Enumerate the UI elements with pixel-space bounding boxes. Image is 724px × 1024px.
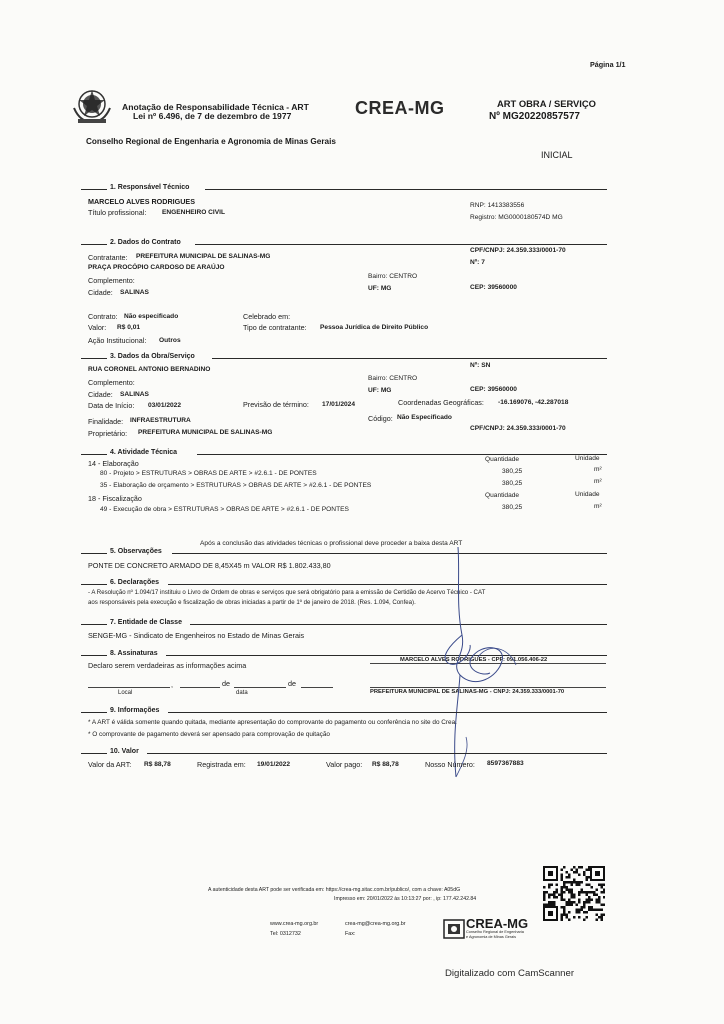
activity-qty: 380,25 [502, 504, 523, 511]
section-10-heading: 10. Valor [110, 748, 139, 755]
contrato-value: Não especificado [124, 313, 179, 320]
cidade-value: SALINAS [120, 289, 149, 296]
coords-value: -16.169076, -42.287018 [498, 399, 569, 406]
data-caption: data [236, 690, 248, 696]
section-7-heading: 7. Entidade de Classe [110, 619, 182, 626]
responsavel-name: MARCELO ALVES RODRIGUES [88, 197, 196, 206]
proprietario-value: PREFEITURA MUNICIPAL DE SALINAS-MG [138, 429, 273, 436]
section-3-heading: 3. Dados da Obra/Serviço [110, 353, 195, 360]
art-type: ART OBRA / SERVIÇO [497, 98, 596, 109]
titulo-label: Título profissional: [88, 208, 147, 217]
declaro-text: Declaro serem verdadeiras as informações acima [88, 661, 247, 670]
contrato-cep: CEP: 39560000 [470, 284, 517, 291]
col-quantidade: Quantidade [485, 456, 520, 463]
declaracoes-line1: - A Resolução nº 1.094/17 instituiu o Livro de Ordem de obras e serviços que será obrigatório para a emissão de Certidão de Acervo Técnico - CAT [88, 589, 486, 596]
proprietario-cnpj: CPF/CNPJ: 24.359.333/0001-70 [470, 425, 566, 432]
nosso-numero-value: 8597367883 [487, 760, 524, 767]
cidade-label: Cidade: [88, 288, 113, 297]
auth-line: A autenticidade desta ART pode ser verificada em: https://crea-mg.sitac.com.br/publico/, com a chave: A05dG [208, 887, 461, 893]
signature-professional: MARCELO ALVES RODRIGUES - CPF: 091.056.406-22 [400, 657, 548, 663]
section-8-heading: 8. Assinaturas [110, 650, 158, 657]
valor-art-label: Valor da ART: [88, 760, 132, 769]
tipo-value: Pessoa Jurídica de Direito Público [320, 324, 429, 331]
contratante-cnpj: CPF/CNPJ: 24.359.333/0001-70 [470, 247, 566, 254]
scanner-watermark: Digitalizado com CamScanner [445, 968, 575, 979]
activity-group: 18 - Fiscalização [88, 494, 142, 503]
contrato-uf: UF: MG [368, 285, 392, 292]
valor-art-value: R$ 88,78 [144, 761, 171, 768]
header-brand: CREA-MG [355, 98, 445, 118]
handwritten-signature [420, 545, 520, 780]
footer-tel: Tel: 0312732 [270, 931, 301, 937]
valor-value: R$ 0,01 [117, 324, 141, 331]
de-sep-1: de [222, 679, 230, 688]
activity-qty: 380,25 [502, 480, 523, 487]
qr-code-icon[interactable] [543, 866, 605, 921]
inicio-label: Data de Início: [88, 401, 135, 410]
printed-line: Impresso em: 20/01/2022 às 10:13:27 por: , ip: 177.42.242.84 [334, 896, 477, 902]
nosso-numero-label: Nosso Número: [425, 760, 475, 769]
obra-address: RUA CORONEL ANTONIO BERNADINO [88, 366, 211, 373]
contrato-number: Nº: 7 [470, 259, 485, 266]
col-quantidade-2: Quantidade [485, 492, 520, 499]
celebrado-label: Celebrado em: [243, 312, 291, 321]
contrato-complemento: Complemento: [88, 276, 135, 285]
termino-label: Previsão de término: [243, 400, 309, 409]
obra-number: Nº: SN [470, 362, 491, 369]
activity-unit: m² [594, 466, 602, 473]
observacoes-text: PONTE DE CONCRETO ARMADO DE 8,45X45 m VALOR R$ 1.802.433,80 [88, 561, 331, 570]
art-status: INICIAL [541, 150, 573, 160]
art-number: Nº MG20220857577 [489, 111, 580, 122]
titulo-value: ENGENHEIRO CIVIL [162, 209, 226, 216]
entidade-text: SENGE-MG - Sindicato de Engenheiros no Estado de Minas Gerais [88, 631, 305, 640]
contrato-address: PRAÇA PROCÓPIO CARDOSO DE ARAÚJO [88, 264, 225, 271]
local-caption: Local [118, 690, 133, 696]
registrada-label: Registrada em: [197, 760, 246, 769]
proprietario-label: Proprietário: [88, 429, 128, 438]
codigo-label: Código: [368, 414, 393, 423]
obra-complemento: Complemento: [88, 378, 135, 387]
section-5-heading: 5. Observações [110, 548, 162, 555]
finalidade-value: INFRAESTRUTURA [130, 417, 191, 424]
baixa-note: Após a conclusão das atividades técnicas o profissional deve proceder a baixa desta ART [200, 540, 463, 547]
footer-fax: Fax: [345, 931, 356, 937]
valor-label: Valor: [88, 323, 107, 332]
section-6-heading: 6. Declarações [110, 579, 160, 586]
obra-cep: CEP: 39560000 [470, 386, 517, 393]
contrato-bairro: Bairro: CENTRO [368, 273, 418, 280]
contratante-label: Contratante: [88, 253, 128, 262]
comma-sep: , [171, 680, 173, 689]
footer-logo-text: CREA-MG [466, 916, 529, 931]
activity-unit: m² [594, 503, 602, 510]
section-1-heading: 1. Responsável Técnico [110, 184, 190, 191]
info-line2: * O comprovante de pagamento deverá ser apensado para comprovação de quitação [88, 731, 330, 738]
valor-pago-label: Valor pago: [326, 760, 363, 769]
acao-value: Outros [159, 337, 181, 344]
header-title-line2: Lei nº 6.496, de 7 de dezembro de 1977 [133, 111, 292, 121]
obra-uf: UF: MG [368, 387, 392, 394]
footer-logo-sub1: Conselho Regional de Engenharia [466, 930, 524, 934]
col-unidade-2: Unidade [575, 491, 600, 498]
coat-of-arms-icon [70, 86, 114, 126]
coords-label: Coordenadas Geográficas: [398, 398, 484, 407]
section-9-heading: 9. Informações [110, 707, 160, 714]
activity-desc: 80 - Projeto > ESTRUTURAS > OBRAS DE ARTE > #2.6.1 - DE PONTES [100, 470, 317, 477]
codigo-value: Não Especificado [397, 414, 452, 421]
footer-logo-sub2: e Agronomia de Minas Gerais [466, 935, 517, 939]
registrada-value: 19/01/2022 [257, 761, 291, 768]
termino-value: 17/01/2024 [322, 401, 356, 408]
crea-logo-icon [443, 919, 465, 939]
obra-cidade-value: SALINAS [120, 391, 149, 398]
obra-bairro: Bairro: CENTRO [368, 375, 418, 382]
tipo-label: Tipo de contratante: [243, 323, 307, 332]
activity-qty: 380,25 [502, 468, 523, 475]
footer-email: crea-mg@crea-mg.org.br [345, 921, 406, 927]
footer-site: www.crea-mg.org.br [270, 921, 319, 927]
declaracoes-line2: aos responsáveis pela execução e fiscalização de obras iniciadas a partir de 1º de janeiro de 2018. (Res. 1.094, Confea). [88, 599, 416, 606]
de-sep-2: de [288, 679, 296, 688]
section-2-heading: 2. Dados do Contrato [110, 239, 181, 246]
activity-unit: m² [594, 478, 602, 485]
rnp: RNP: 1413383556 [470, 202, 525, 209]
finalidade-label: Finalidade: [88, 417, 124, 426]
page-label: Página 1/1 [590, 60, 626, 69]
header-title-line1: Anotação de Responsabilidade Técnica - ART [122, 102, 309, 112]
registro: Registro: MG0000180574D MG [470, 214, 563, 221]
valor-pago-value: R$ 88,78 [372, 761, 399, 768]
activity-desc: 49 - Execução de obra > ESTRUTURAS > OBRAS DE ARTE > #2.6.1 - DE PONTES [100, 506, 349, 513]
activity-desc: 35 - Elaboração de orçamento > ESTRUTURAS > OBRAS DE ARTE > #2.6.1 - DE PONTES [100, 482, 372, 489]
contrato-label: Contrato: [88, 312, 118, 321]
signature-contratante: PREFEITURA MUNICIPAL DE SALINAS-MG - CNPJ: 24.359.333/0001-70 [370, 689, 565, 695]
council-name: Conselho Regional de Engenharia e Agronomia de Minas Gerais [86, 137, 336, 146]
info-line1: * A ART é válida somente quando quitada, mediante apresentação do comprovante do pagamento ou conferência no site do Crea. [88, 719, 457, 726]
contratante-value: PREFEITURA MUNICIPAL DE SALINAS-MG [136, 253, 271, 260]
inicio-value: 03/01/2022 [148, 402, 182, 409]
activity-group: 14 - Elaboração [88, 459, 139, 468]
section-4-heading: 4. Atividade Técnica [110, 449, 178, 456]
col-unidade: Unidade [575, 455, 600, 462]
acao-label: Ação Institucional: [88, 336, 147, 345]
obra-cidade-label: Cidade: [88, 390, 113, 399]
